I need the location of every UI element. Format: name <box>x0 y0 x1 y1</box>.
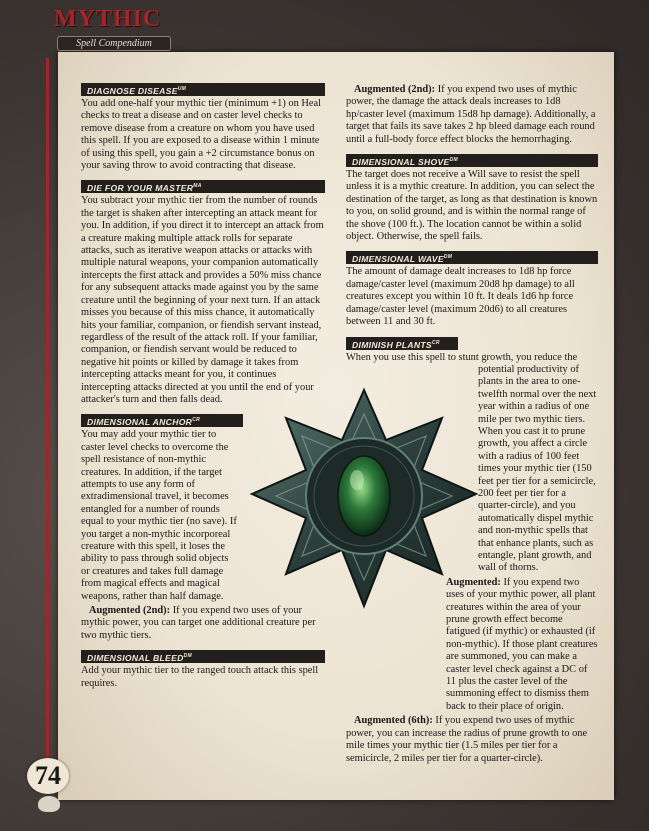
text-diminish-plants-augmented-6th: Augmented (6th): If you expend two uses of mythic power, you can increase the radius of prune growth to one mile times your mythic tier (1.5 miles per tier for a semicircle, 2 miles per tier for a quarter-circle). <box>346 715 588 764</box>
text-diminish-plants-augmented: Augmented: If you expend two uses of your mythic power, all plant creatures within the area of your prune growth effect become fatigued (if mythic) or exhausted (if non-mythic). If those plant creatures are summoned, you can make a caster level check against a DC of 11 plus the caster level of the summoning effect to dismiss them back to their place of origin. <box>446 576 598 712</box>
margin-red-line <box>46 58 49 758</box>
text-dimensional-anchor-augmented: Augmented (2nd): If you expend two uses of your mythic power, you can target one additional creature per two mythic tiers. <box>81 605 316 641</box>
heading-diagnose-disease: DIAGNOSE $DISEASE^{UM}$ <box>81 83 325 96</box>
heading-die-for-your-master: DIE FOR YOUR $MASTER^{MA}$ <box>81 180 325 193</box>
heading-dimensional-shove: DIMENSIONAL $SHOVE^{DM}$ <box>346 154 598 167</box>
text-die-for-your-master: You subtract your mythic tier from the number of rounds the target is shaken after intercepting an attack meant for you. In addition, if you direct it to intercept an attack from a creature making multiple attack rolls for separate attacks, such as iterative weapon attacks or attacks with multiple natural weapons, your companion automatically intercepts the first attack and provides a 50% miss chance for any subsequent attacks made against you by the same creature until the beginning of your next turn. If an attack misses you because of this miss chance, it automatically hits your familiar, companion, or fiendish servant instead, regardless of the result of the attack roll. If your familiar, companion, or fiendish servant would be reduced to negative hit points or killed by damage it takes from intercepting attacks meant for you, it continues intercepting attacks directed at you until the end of your attacker's turn and then falls dead. <box>81 195 324 405</box>
skull-icon <box>38 796 60 812</box>
heading-dimensional-bleed: DIMENSIONAL $BLEED^{DM}$ <box>81 650 325 663</box>
heading-dimensional-anchor: DIMENSIONAL $ANCHOR^{CR}$ <box>81 414 243 427</box>
logo-title: MYTHIC <box>54 6 162 32</box>
text-dimensional-wave: The amount of damage dealt increases to 1d8 hp force damage/caster level (maximum 20d8 hp damage) to all creatures except you within 10 ft. It deals 1d6 hp force damage/caster level (maximum 20d6) to all creatures between 11 and 30 ft. <box>346 266 575 328</box>
page-number: 74 <box>27 758 69 794</box>
logo-subtitle: Spell Compendium <box>57 36 171 51</box>
text-dimensional-bleed: Add your mythic tier to the ranged touch attack this spell requires. <box>81 665 319 689</box>
text-dimensional-anchor: You may add your mythic tier to caster level checks to overcome the spell resistance of non-mythic creatures. In addition, if the target attempts to use any form of extradimensional travel, it becomes entangled for a number of rounds equal to your mythic tier (no save). If you target a non-mythic incorporeal creature with this spell, it loses the ability to pass through solid objects or creatures and takes full damage from magical effects and magical weapons, rather than half damage. <box>81 429 237 602</box>
text-diminish-plants: When you use this spell to stunt growth, you reduce the potential productivity of plants in the area to one-twelfth normal over the next year within a radius of one mile per two mythic tiers. When you cast it to prune growth, you affect a circle with a radius of 100 feet times your mythic tier (150 feet per tier for a semicircle, 200 feet per tier for a quarter-circle), and you automatically dispel mythic and non-mythic spells that that enhance plants, such as entangle, plant growth, and wall of thorns. <box>346 351 597 574</box>
heading-dimensional-wave: DIMENSIONAL $WAVE^{DM}$ <box>346 251 598 264</box>
text-dimensional-shove: The target does not receive a Will save to resist the spell unless it is a mythic creature. In addition, you can select the destination of the target, as long as that destination is known to you, on solid ground, and is within the normal range of the shove (100 ft.). The location cannot be within a solid object. Otherwise, the spell fails. <box>346 169 598 243</box>
text-diagnose-disease: You add one-half your mythic tier (minimum +1) on Heal checks to treat a disease and on caster level checks to remove disease from a creature on whom you have used this spell. If you are exposed to a disease within 1 minute of using this spell, you gain a +2 circumstance bonus on your saving throw to avoid contracting that disease. <box>81 98 321 172</box>
text-dimensional-bleed-augmented: Augmented (2nd): If you expend two uses of mythic power, the damage the attack deals increases to 1d8 hp/caster level (maximum 15d8 hp damage). Additionally, a target that fails its save takes 2 hp bleed damage each round until a full-body force effect blocks the hemorrhaging. <box>346 84 596 145</box>
star-amulet-illustration <box>246 384 482 620</box>
heading-diminish-plants: DIMINISH $PLANTS^{CR}$ <box>346 337 458 350</box>
